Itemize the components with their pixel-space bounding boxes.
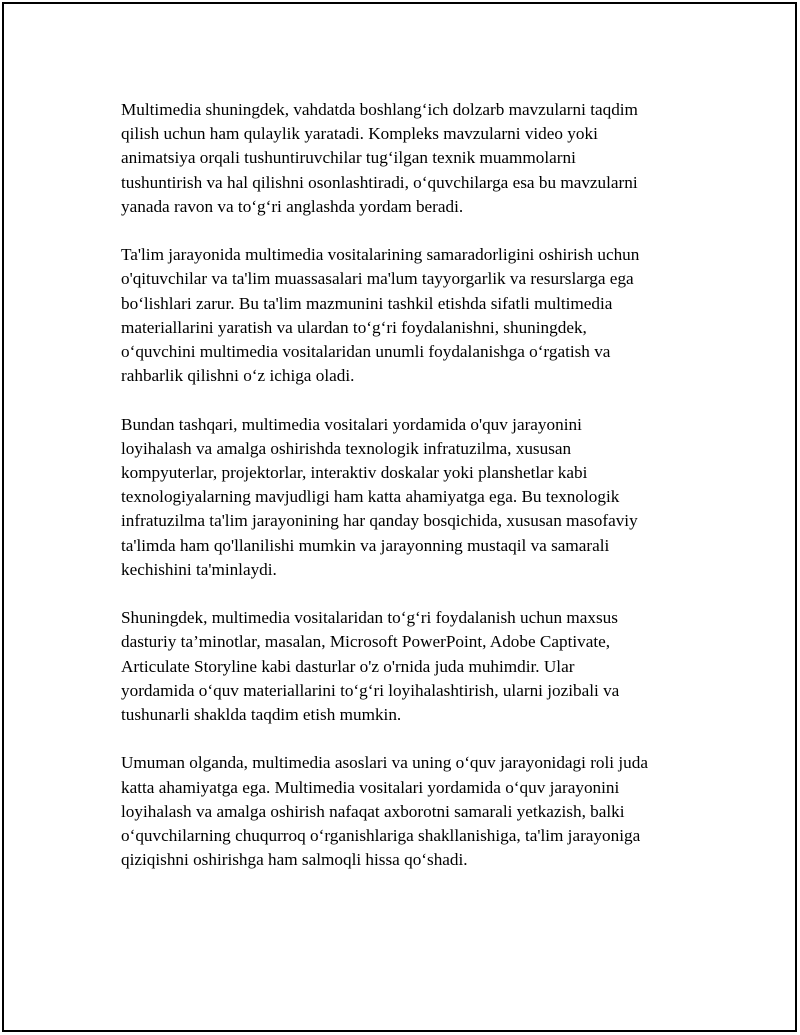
page-body: [121, 98, 701, 897]
paragraph-3: Bundan tashqari, multimedia vositalari yordamida o'quv jarayonini loyihalash va amalga oshirishda texnologik infratuzilma, xususan kompyuterlar, projektorlar, interaktiv doskalar yoki planshetlar kabi texnologiyalarning mavjudligi ham katta ahamiyatga ega. Bu texnologik infratuzilma ta'lim jarayonining har qanday bosqichida, xususan masofaviy ta'limda ham qo'llanilishi mumkin va jarayonning mustaqil va samarali kechishini ta'minlaydi.: [121, 414, 638, 579]
paragraph-1: Multimedia shuningdek, vahdatda boshlang‘ich dolzarb mavzularni taqdim qilish uchun ham qulaylik yaratadi. Kompleks mavzularni video yoki animatsiya orqali tushuntiruvchilar tug‘ilgan texnik muammolarni tushuntirish va hal qilishni osonlashtiradi, o‘quvchilarga esa bu mavzularni yanada ravon va to‘g‘ri anglashda yordam beradi.: [121, 100, 638, 216]
paragraph-5: Umuman olganda, multimedia asoslari va uning o‘quv jarayonidagi roli juda katta ahamiyatga ega. Multimedia vositalari yordamida o‘quv jarayonini loyihalash va amalga oshirish nafaqat axborotni samarali yetkazish, balki o‘quvchilarning chuqurroq o‘rganishlariga shakllanishiga, ta'lim jarayoniga qiziqishni oshirishga ham salmoqli hissa qo‘shadi.: [121, 753, 648, 870]
page-frame: [2, 2, 797, 1032]
paragraph-4: Shuningdek, multimedia vositalaridan to‘g‘ri foydalanish uchun maxsus dasturiy ta’minotlar, masalan, Microsoft PowerPoint, Adobe Captivate, Articulate Storyline kabi dasturlar o'z o'rnida juda muhimdir. Ular yordamida o‘quv materiallarini to‘g‘ri loyihalashtirish, ularni jozibali va tushunarli shaklda taqdim etish mumkin.: [121, 608, 620, 725]
paragraph-2: Ta'lim jarayonida multimedia vositalarining samaradorligini oshirish uchun o'qituvchilar va ta'lim muassasalari ma'lum tayyorgarlik va resurslarga ega bo‘lishlari zarur. Bu ta'lim mazmunini tashkil etishda sifatli multimedia materiallarini yaratish va ulardan to‘g‘ri foydalanishni, shuningdek, o‘quvchini multimedia vositalaridan unumli foydalanishga o‘rgatish va rahbarlik qilishni o‘z ichiga oladi.: [121, 245, 640, 386]
